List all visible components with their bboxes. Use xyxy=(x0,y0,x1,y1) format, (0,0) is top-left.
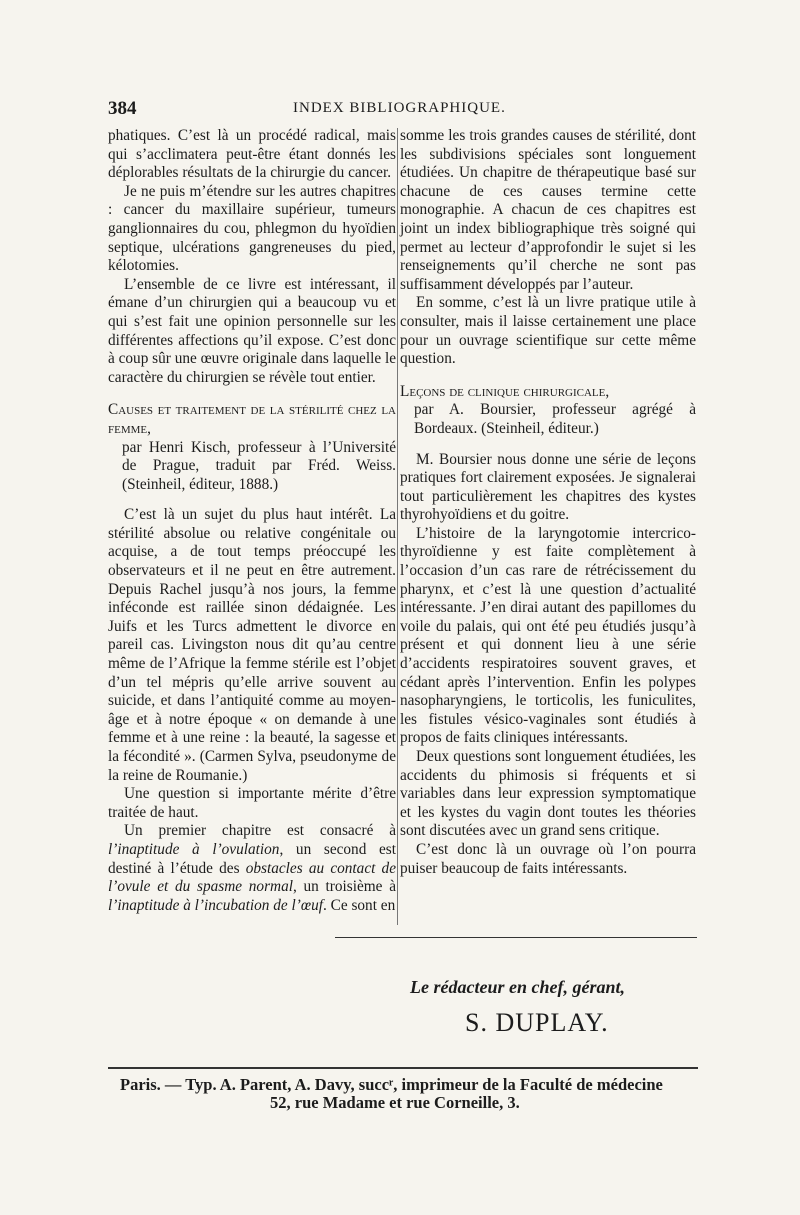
running-title: INDEX BIBLIOGRAPHIQUE. xyxy=(293,100,506,116)
review-title: Causes et traitement de la stérilité chez la femme, xyxy=(108,401,396,437)
left-column xyxy=(108,127,396,915)
editor-name: S. DUPLAY. xyxy=(465,1008,609,1037)
imprint-divider xyxy=(108,1067,698,1069)
imprint-line-1: Paris. — Typ. A. Parent, A. Davy, succʳ, imprimeur de la Faculté de médecine xyxy=(120,1075,663,1094)
left-paragraph-5: Une question si importante mérite d’être traitée de haut. xyxy=(108,785,396,821)
review-citation: par A. Boursier, professeur agrégé à Bordeaux. (Steinheil, éditeur.) xyxy=(414,401,696,437)
left-paragraph-3: L’ensemble de ce livre est intéressant, il émane d’un chirurgien qui a beaucoup vu et qui s’est fait une opinion personnelle sur les différentes affections qu’il expose. C’est donc à coup sûr une œuvre originale dans laquelle le caractère du chirurgien se révèle tout entier. xyxy=(108,275,396,386)
right-column xyxy=(400,127,696,878)
left-paragraph-4: C’est là un sujet du plus haut intérêt. La stérilité absolue ou relative congénitale ou acquise, a de tout temps préoccupé les observateurs et il ne peut en être autrement. Depuis Rachel jusqu’à nos jours, la femme inféconde est raillée sinon dédaignée. Les Juifs et les Turcs admettent le divorce en pareil cas. Livingston nous dit qu’au centre même de l’Afrique la femme stérile est l’objet d’un tel mépris qu’elle arrive souvent au suicide, et dans l’antiquité comme au moyen-âge et à notre époque « on demande à une femme et à une reine : la beauté, la sagesse et la fécondité ». (Carmen Sylva, pseudonyme de la reine de Roumanie.) xyxy=(108,506,396,784)
right-paragraph-3: M. Boursier nous donne une série de leçons pratiques fort clairement exposées. Je signalerai tout particulièrement les chapitres des kystes thyrohyoïdiens et du goitre. xyxy=(400,450,696,524)
editor-role: Le rédacteur en chef, gérant, xyxy=(410,977,625,997)
emphasis-ovulation: l’inaptitude à l’ovulation xyxy=(108,840,280,858)
review-heading-clinique xyxy=(400,383,696,439)
column-divider xyxy=(397,128,398,925)
right-paragraph-5: Deux questions sont longuement étudiées, les accidents du phimosis si fréquents et si variables dans leur expression symptomatique et les kystes du vagin dont toutes les théories sont discutées avec un grand sens critique. xyxy=(400,748,696,840)
page-header xyxy=(108,98,698,124)
left-paragraph-2: Je ne puis m’étendre sur les autres chapitres : cancer du maxillaire supérieur, tumeurs ganglionnaires du cou, phlegmon du hyoïdien septique, ulcérations gangreneuses du pied, kélotomies. xyxy=(108,182,396,275)
left-paragraph-1: phatiques. C’est là un procédé radical, mais qui s’acclimatera peut-être étant donnés les déplorables résultats de la chirurgie du cancer. xyxy=(108,127,396,182)
right-paragraph-1: somme les trois grandes causes de stérilité, dont les subdivisions spéciales sont longuement étudiées. Un chapitre de thérapeutique basé sur chacune de ces causes termine cette monographie. A chacun de ces chapitres est joint un index bibliographique très soigné qui permet au lecteur d’approfondir le sujet si les renseignements qu’il cherche ne sont pas suffisamment développés par l’auteur. xyxy=(400,127,696,293)
review-citation: par Henri Kisch, professeur à l’Université de Prague, traduit par Fréd. Weiss. (Steinheil, éditeur, 1888.) xyxy=(122,438,396,493)
left-paragraph-6: Un premier chapitre est consacré à l’inaptitude à l’ovulation, un second est destiné à l’étude des obstacles au contact de l’ovule et du spasme normal, un troisième à l’inaptitude à l’incubation de l’œuf. Ce sont en xyxy=(108,822,396,914)
page-number: 384 xyxy=(108,98,137,119)
right-paragraph-4: L’histoire de la laryngotomie intercrico-thyroïdienne y est faite complètement à l’occasion d’un cas rare de rétrécissement du pharynx, et c’est là une question d’actualité intéressante. J’en dirai autant des papillomes du voile du palais, qui ont été peu étudiés jusqu’à présent et qui donnent lieu à une série d’accidents respiratoires souvent graves, et cédant après l’intervention. Enfin les polypes nasopharyngiens, le torticolis, les funiculites, les fistules vésico-vaginales sont étudiés à propos de faits cliniques intéressants. xyxy=(400,524,696,747)
signature-divider xyxy=(335,937,697,938)
review-title: Leçons de clinique chirurgicale, xyxy=(400,382,610,400)
emphasis-incubation: l’inaptitude à l’incubation de l’œuf xyxy=(108,896,323,914)
emphasis-obstacles: obstacles au contact de l’ovule et du spasme normal xyxy=(108,859,396,896)
imprint-line-2: 52, rue Madame et rue Corneille, 3. xyxy=(270,1093,520,1112)
right-paragraph-2: En somme, c’est là un livre pratique utile à consulter, mais il laisse certainement une place pour un ouvrage scientifique sur cette même question. xyxy=(400,294,696,368)
review-heading-sterilite xyxy=(108,401,396,494)
right-paragraph-6: C’est donc là un ouvrage où l’on pourra puiser beaucoup de faits intéressants. xyxy=(400,840,696,877)
